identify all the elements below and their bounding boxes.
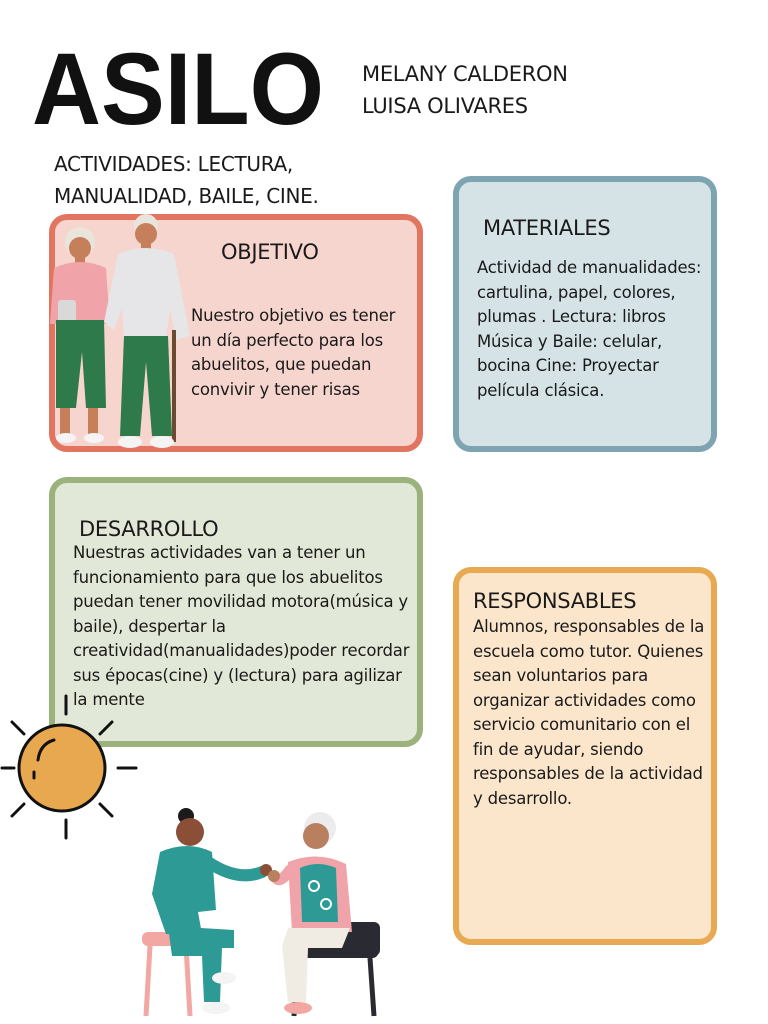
authors <box>362 58 568 122</box>
responsables-card <box>453 567 717 945</box>
author-name: MELANY CALDERON <box>362 62 568 86</box>
activities-heading: ACTIVIDADES: LECTURA, MANUALIDAD, BAILE, CINE. <box>54 152 319 208</box>
page-title <box>32 36 332 132</box>
responsables-text: Alumnos, responsables de la escuela como tutor. Quienes sean voluntarios para organizar actividades como servicio comunitario con el fin de ayudar, siendo responsables de la actividad y desarrollo. <box>473 617 705 808</box>
author-name: LUISA OLIVARES <box>362 94 528 118</box>
materiales-heading: MATERIALES <box>483 216 611 240</box>
materiales-card <box>453 176 717 452</box>
sun-icon <box>0 692 140 842</box>
objetivo-heading: OBJETIVO <box>221 240 319 264</box>
responsables-heading: RESPONSABLES <box>473 589 637 613</box>
nurse-and-elder-illustration <box>138 806 388 1020</box>
materiales-text: Actividad de manualidades: cartulina, papel, colores, plumas . Lectura: libros Música y Baile: celular, bocina Cine: Proyectar película clásica. <box>477 258 702 400</box>
desarrollo-text: Nuestras actividades van a tener un funcionamiento para que los abuelitos puedan tener movilidad motora(música y baile), despertar la creatividad(manualidades)poder recordar sus épocas(cine) y (lectura) para agilizar la mente <box>73 543 410 709</box>
page-title-text: ASILO <box>32 36 324 132</box>
desarrollo-heading: DESARROLLO <box>79 517 219 541</box>
objetivo-text: Nuestro objetivo es tener un día perfecto para los abuelitos, que puedan convivir y tener risas <box>191 306 396 399</box>
elderly-couple-illustration <box>44 212 200 458</box>
